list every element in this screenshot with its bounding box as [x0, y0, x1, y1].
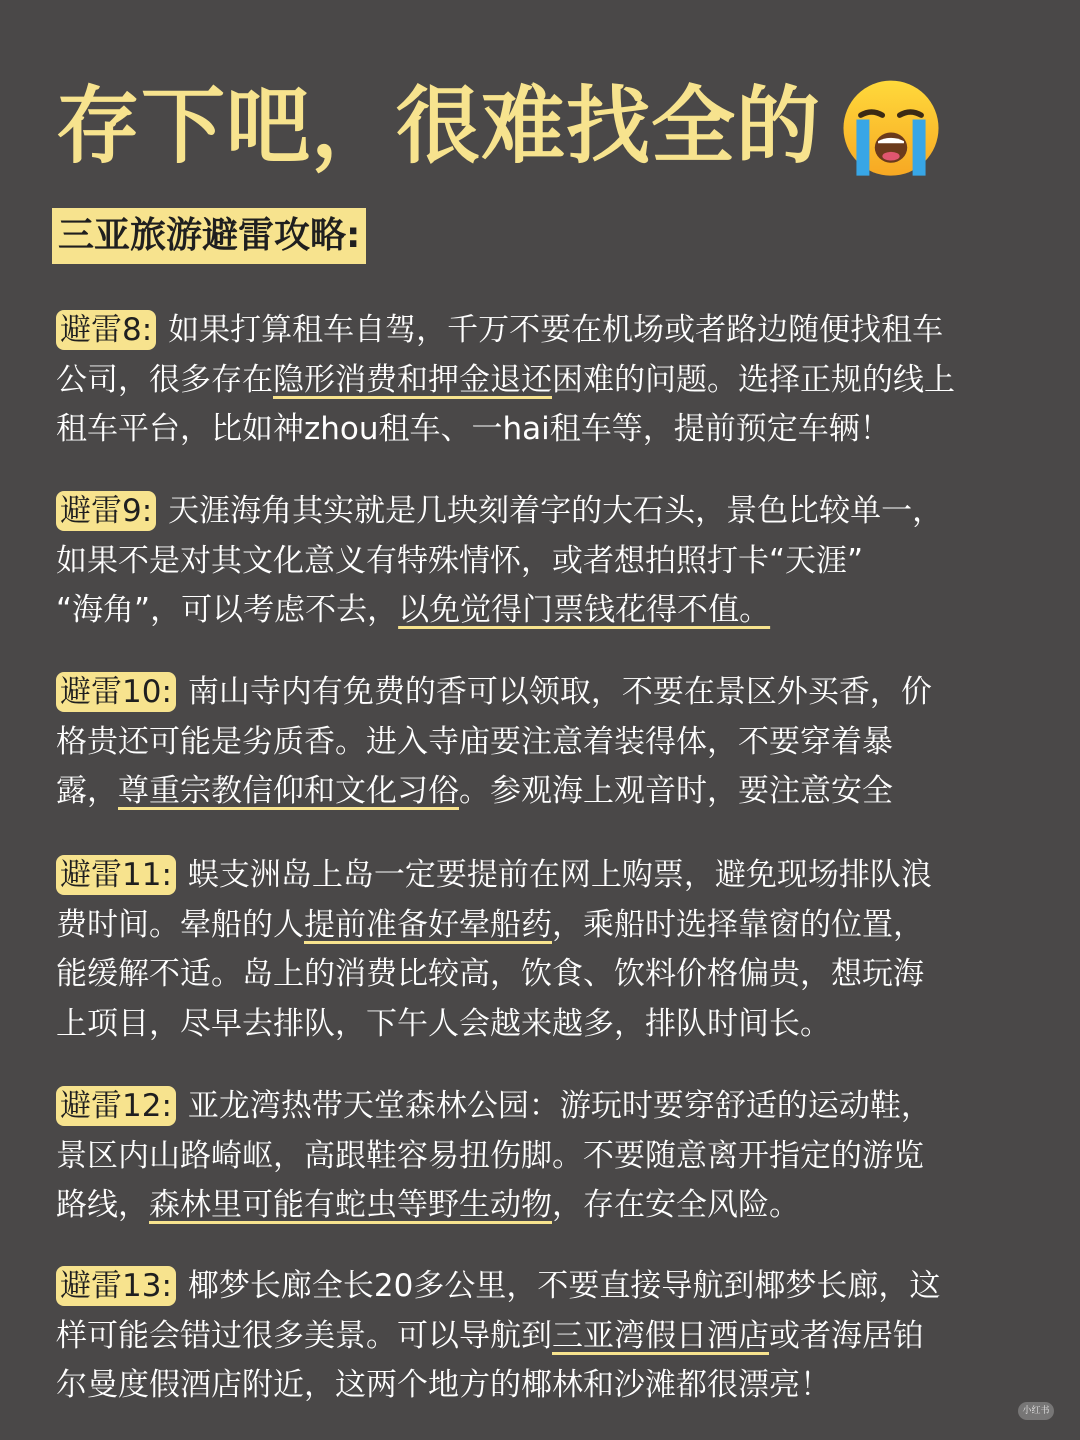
tip-text: 露， — [56, 773, 118, 809]
tip-text: 南山寺内有免费的香可以领取，不要在景区外买香，价 — [187, 674, 932, 710]
highlight-underline: 三亚湾假日酒店 — [552, 1317, 769, 1354]
tip-text: 能缓解不适。岛上的消费比较高，饮食、饮料价格偏贵，想玩海 — [56, 956, 924, 992]
crying-face-icon — [837, 72, 945, 180]
tip-section-11 — [56, 851, 1032, 1049]
tip-text: 蜈支洲岛上岛一定要提前在网上购票，避免现场排队浪 — [187, 857, 932, 893]
tip-text: ，存在安全风险。 — [552, 1187, 800, 1223]
subtitle-banner: 三亚旅游避雷攻略: — [52, 208, 366, 264]
tip-text: 天涯海角其实就是几块刻着字的大石头，景色比较单一， — [168, 493, 944, 529]
tip-text: 椰梦长廊全长20多公里，不要直接导航到椰梦长廊，这 — [187, 1268, 941, 1304]
title-text: 存下吧，很难找全的 — [56, 77, 822, 175]
highlight-underline: 尊重宗教信仰和文化习俗 — [118, 773, 459, 809]
tip-text: 路线， — [56, 1187, 149, 1223]
tip-text: ，乘船时选择靠窗的位置， — [552, 906, 924, 943]
highlight-underline: 隐形消费和押金退还 — [273, 361, 552, 398]
tip-text: 景区内山路崎岖，高跟鞋容易扭伤脚。不要随意离开指定的游览 — [56, 1137, 924, 1174]
tip-text: 困难的问题。选择正规的线上 — [552, 361, 955, 398]
tip-text: 上项目，尽早去排队，下午人会越来越多，排队时间长。 — [56, 1005, 831, 1042]
tip-text: 。参观海上观音时，要注意安全 — [459, 773, 893, 809]
tip-section-13 — [56, 1262, 1032, 1411]
tip-section-10 — [56, 668, 1032, 817]
highlight-underline: 森林里可能有蛇虫等野生动物 — [149, 1187, 552, 1223]
tip-text: 如果不是对其文化意义有特殊情怀，或者想拍照打卡“天涯” — [56, 542, 864, 579]
tip-text: 样可能会错过很多美景。可以导航到 — [56, 1317, 552, 1354]
highlight-underline: 提前准备好晕船药 — [304, 906, 552, 943]
tip-text: 租车平台，比如神zhou租车、一hai租车等，提前预定车辆！ — [56, 411, 891, 447]
tip-text: 如果打算租车自驾，千万不要在机场或者路边随便找租车 — [168, 312, 944, 348]
tip-section-9 — [56, 487, 1032, 636]
tip-tag: 避雷8: — [56, 310, 156, 350]
tip-text: 或者海居铂 — [769, 1317, 924, 1354]
tip-tag: 避雷10: — [56, 672, 176, 712]
highlight-underline: 以免觉得门票钱花得不值。 — [398, 592, 771, 628]
tip-tag: 避雷11: — [56, 855, 176, 895]
watermark-logo: 小红书 — [1018, 1402, 1054, 1420]
tip-text: 亚龙湾热带天堂森林公园：游玩时要穿舒适的运动鞋， — [187, 1088, 932, 1124]
tip-text: “海角”，可以考虑不去， — [56, 592, 399, 628]
tip-text: 格贵还可能是劣质香。进入寺庙要注意着装得体，不要穿着暴 — [56, 723, 893, 760]
tip-tag: 避雷13: — [56, 1266, 176, 1306]
tip-text: 公司，很多存在 — [56, 361, 273, 398]
tip-section-12 — [56, 1082, 1032, 1231]
tip-text: 费时间。晕船的人 — [56, 906, 304, 943]
tip-text: 尔曼度假酒店附近，这两个地方的椰林和沙滩都很漂亮！ — [56, 1367, 831, 1403]
tip-section-8 — [56, 306, 1032, 455]
page-title — [56, 66, 945, 186]
tip-tag: 避雷12: — [56, 1086, 176, 1126]
tip-tag: 避雷9: — [56, 491, 156, 531]
